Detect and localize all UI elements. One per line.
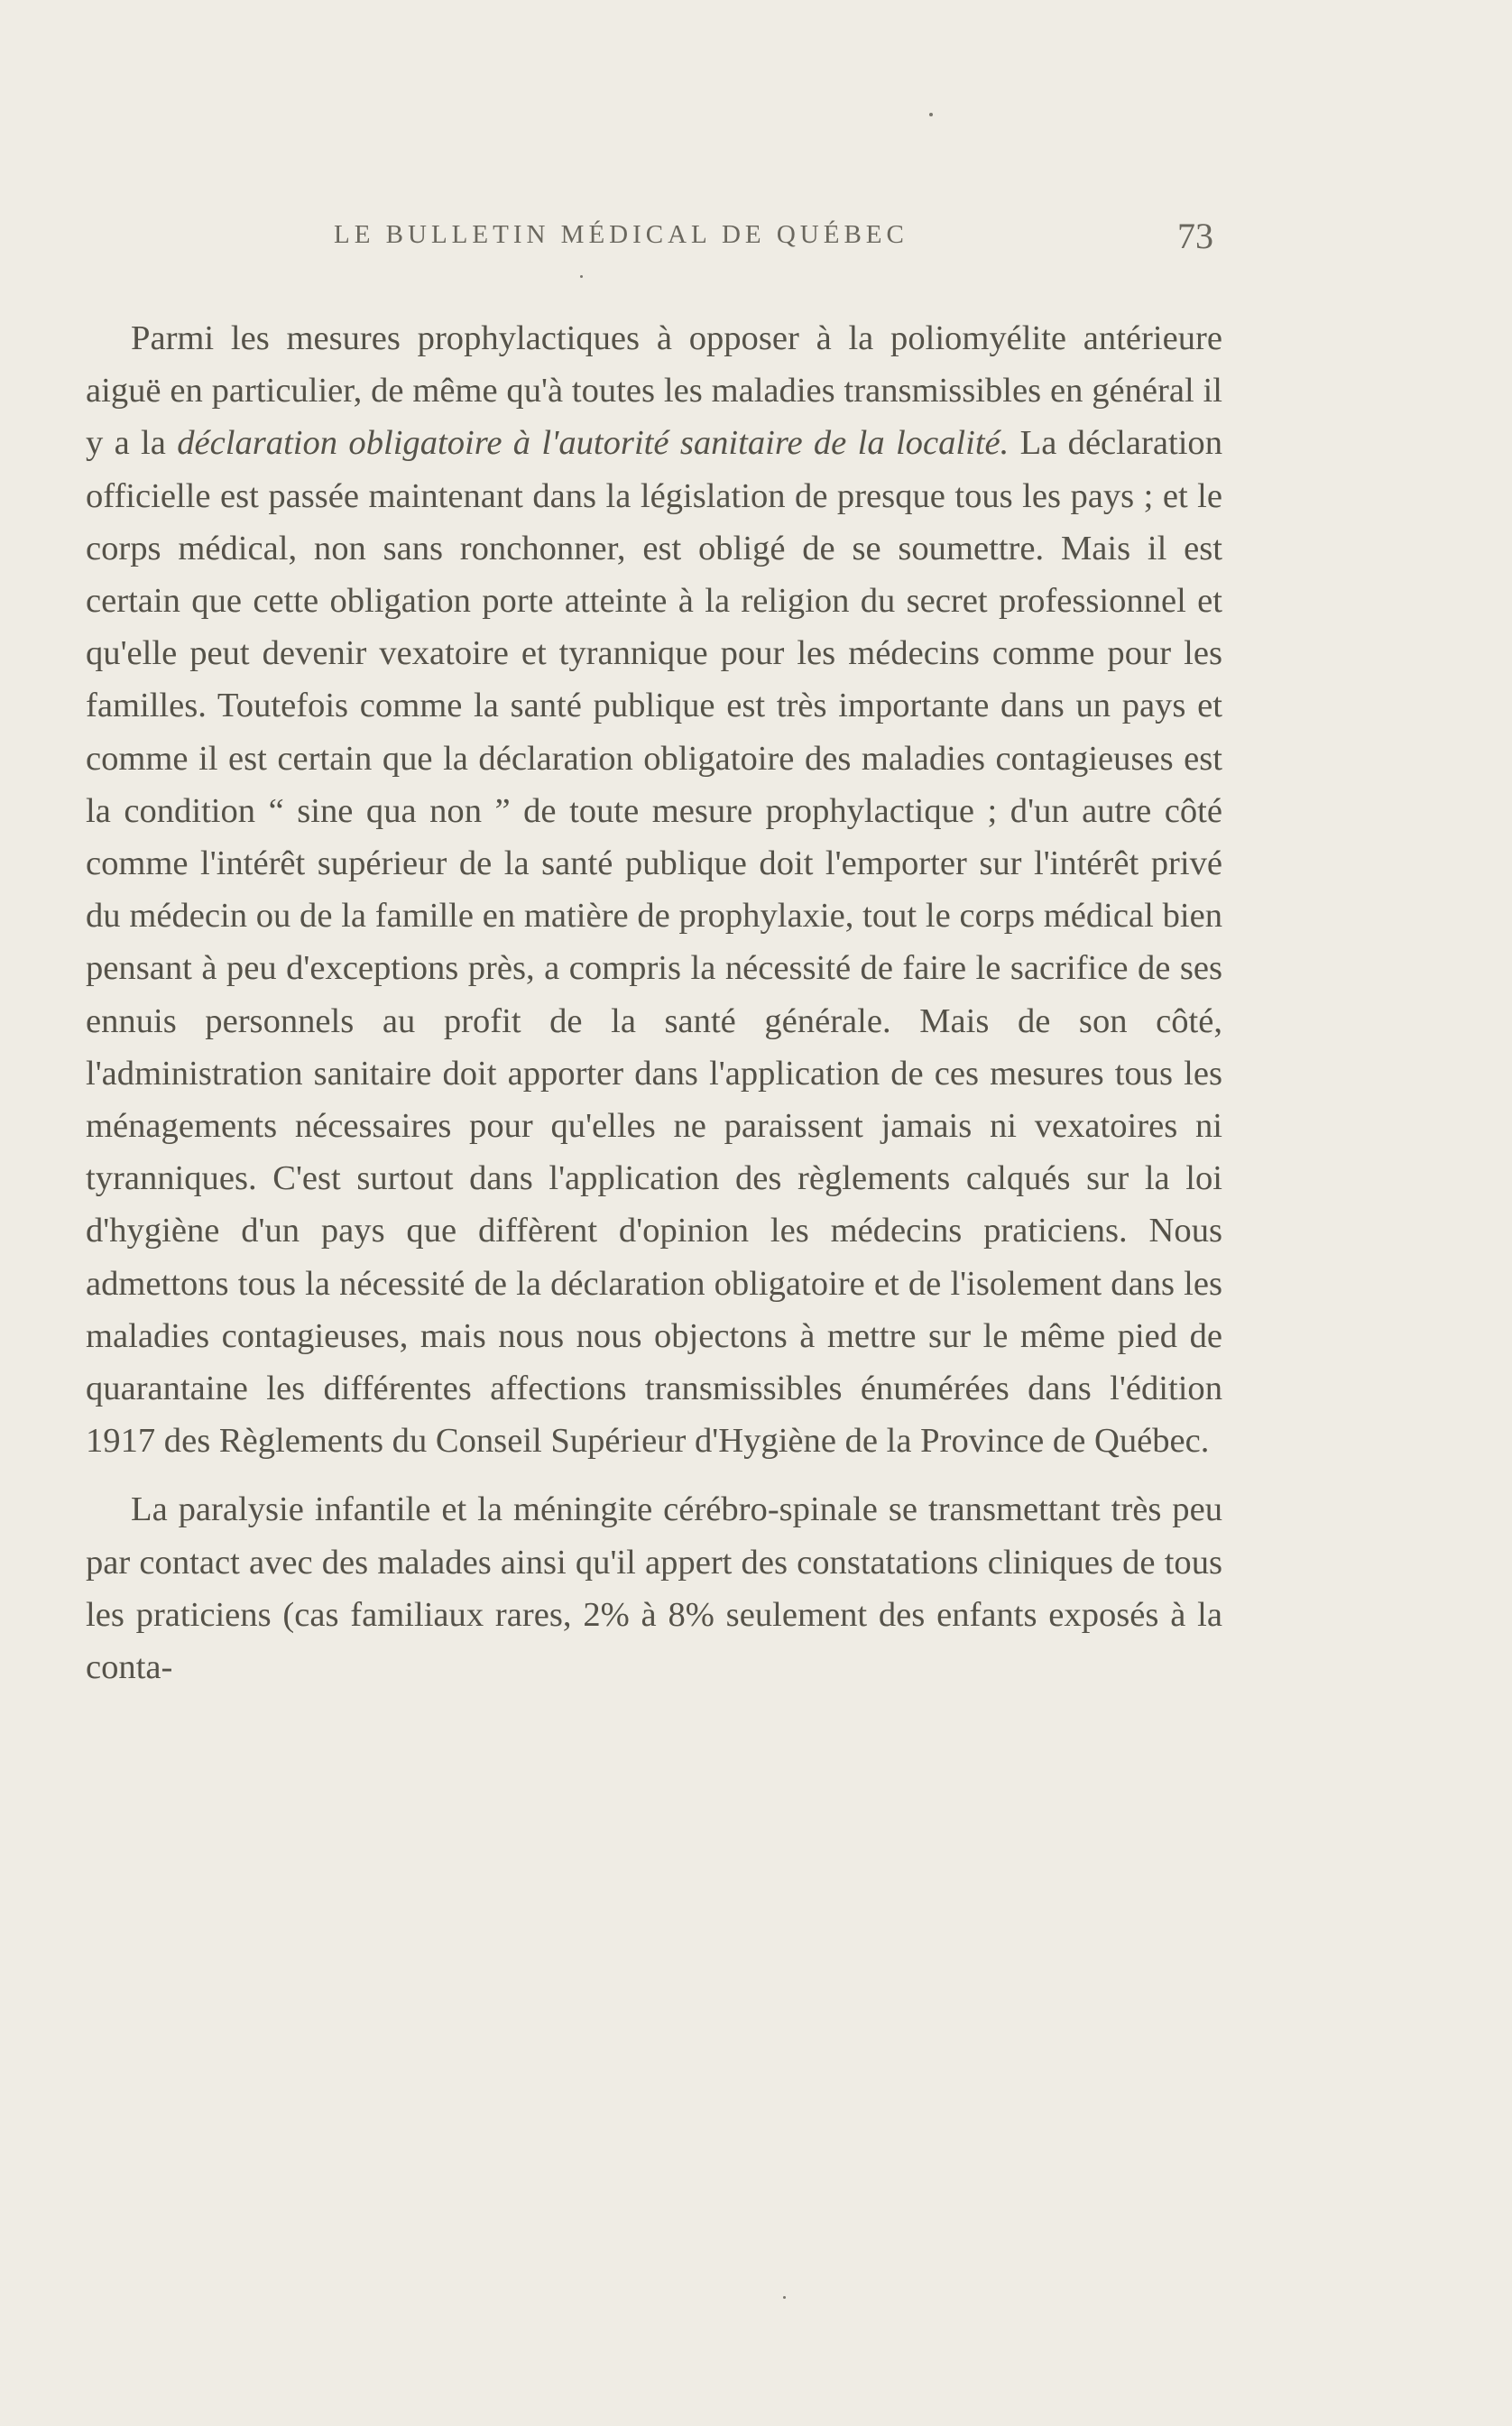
paragraph-text: La paralysie infantile et la méningite cérébro-spinale se transmettant très peu par contact avec des malades ainsi qu'il appert des constatations cliniques de tous les praticiens (cas familiaux rares, 2% à 8% seulement des enfants exposés à la conta- [86,1490,1222,1687]
page-header [334,216,1227,265]
scan-speck [580,275,583,278]
paragraph [86,312,1222,1467]
emphasized-text: déclaration obligatoire à l'autorité sanitaire de la localité. [177,424,1010,463]
running-title: LE BULLETIN MÉDICAL DE QUÉBEC [334,220,908,249]
scan-speck [783,2296,786,2299]
scan-speck [929,113,933,116]
paragraph-text: Parmi les mesures prophylactiques à opposer à la poliomyélite antérieure aiguë en particulier, de même qu'à toutes les maladies transmissibles en général il y a la [86,319,1222,463]
page-number: 73 [1177,216,1213,256]
paragraph-text: La déclaration officielle est passée maintenant dans la législation de presque tous les pays ; et le corps médical, non sans ronchonner, est obligé de se soumettre. Mais il est certain que cette obligation porte atteinte à la religion du secret professionnel et qu'elle peut devenir vexatoire et tyrannique pour les médecins comme pour les familles. Toutefois comme la santé publique est très importante dans un pays et comme il est certain que la déclaration obligatoire des maladies contagieuses est la condition “ sine qua non ” de toute mesure prophylactique ; d'un autre côté comme l'intérêt supérieur de la santé publique doit l'emporter sur l'intérêt privé du médecin ou de la famille en matière de prophylaxie, tout le corps médical bien pensant à peu d'exceptions près, a compris la nécessité de faire le sacrifice de ses ennuis personnels au profit de la santé générale. Mais de son côté, l'administration sanitaire doit apporter dans l'application de ces mesures tous les ménagements nécessaires pour qu'elles ne paraissent jamais ni vexatoires ni tyranniques. C'est surtout dans l'application des règlements calqués sur la loi d'hygiène d'un pays que diffèrent d'opinion les médecins praticiens. Nous admettons tous la nécessité de la déclaration obligatoire et de l'isolement dans les maladies contagieuses, mais nous nous objectons à mettre sur le même pied de quarantaine les différentes affections transmissibles énumérées dans l'édition 1917 des Règlements du Conseil Supérieur d'Hygiène de la Province de Québec. [86,424,1223,1461]
paragraph [86,1483,1222,1693]
article-body [86,312,1222,1693]
